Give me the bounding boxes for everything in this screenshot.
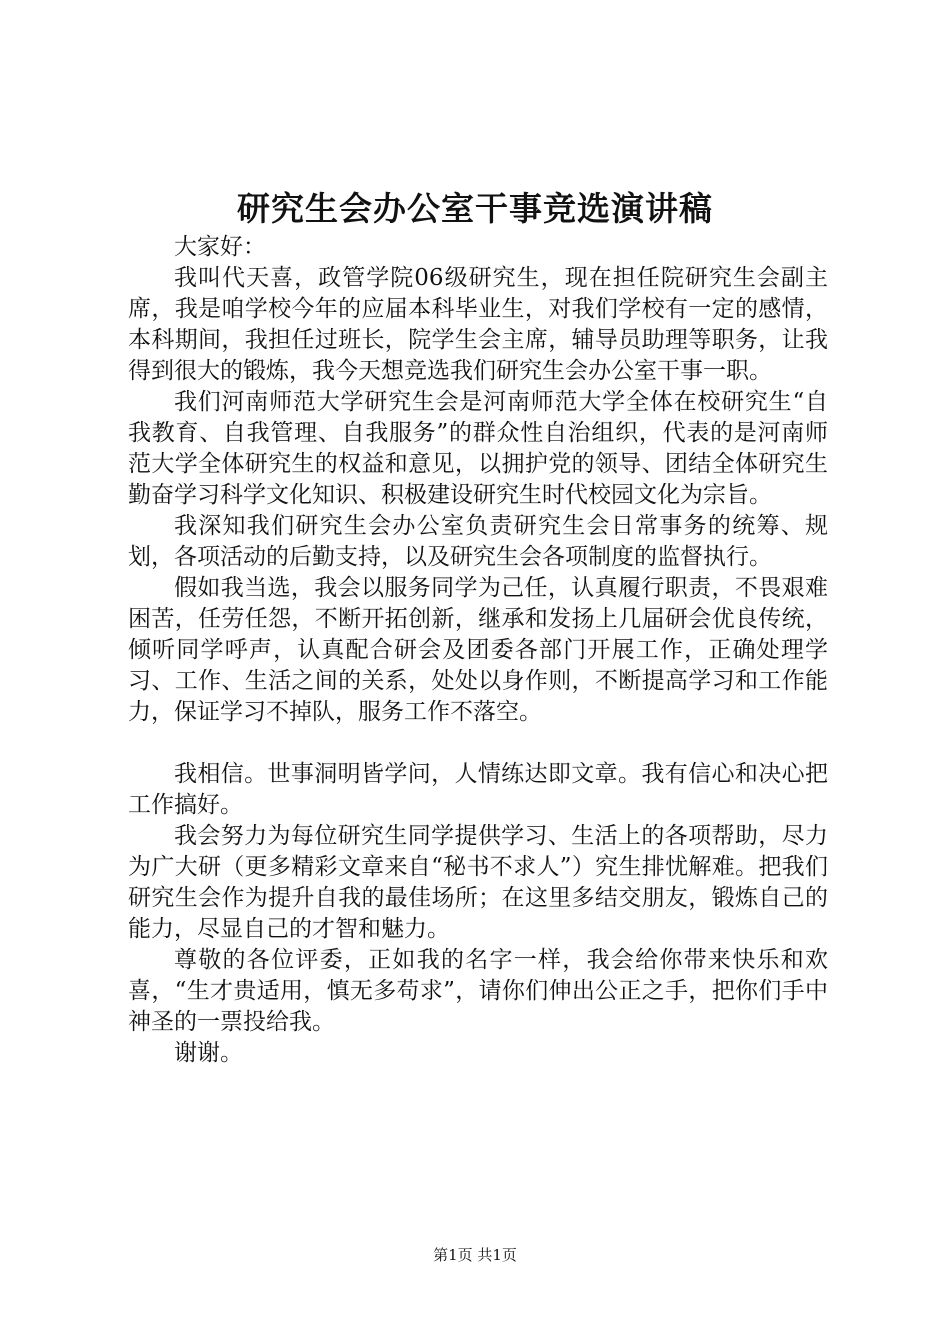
page-footer: 第1页 共1页 [433, 1246, 517, 1264]
paragraph-thanks: 谢谢。 [174, 1040, 243, 1066]
paragraph-introduction: 我叫代天喜，政管学院06级研究生，现在担任院研究生会副主席，我是咱学校今年的应届本科毕业生，对我们学校有一定的感情，本科期间，我担任过班长，院学生会主席，辅导员助理等职务，让我得到很大的锻炼，我今天想竞选我们研究生会办公室干事一职。 [128, 265, 828, 384]
paragraph-greeting: 大家好： [174, 234, 266, 260]
paragraph-confidence: 我相信。世事洞明皆学问，人情练达即文章。我有信心和决心把工作搞好。 [128, 761, 828, 818]
document-title: 研究生会办公室干事竞选演讲稿 [237, 189, 713, 228]
paragraph-commitment: 假如我当选，我会以服务同学为己任，认真履行职责，不畏艰难困苦，任劳任怨，不断开拓创新，继承和发扬上几届研会优良传统，倾听同学呼声，认真配合研会及团委各部门开展工作，正确处理学习、工作、生活之间的关系，处处以身作则，不断提高学习和工作能力，保证学习不掉队，服务工作不落空。 [128, 575, 828, 725]
document-body [128, 232, 828, 1069]
paragraph-office-duties: 我深知我们研究生会办公室负责研究生会日常事务的统筹、规划，各项活动的后勤支持，以及研究生会各项制度的监督执行。 [128, 513, 828, 570]
paragraph-spacer [128, 728, 828, 759]
paragraph-organization: 我们河南师范大学研究生会是河南师范大学全体在校研究生“自我教育、自我管理、自我服务”的群众性自治组织，代表的是河南师范大学全体研究生的权益和意见，以拥护党的领导、团结全体研究生勤奋学习科学文化知识、积极建设研究生时代校园文化为宗旨。 [128, 389, 828, 508]
paragraph-appeal: 尊敬的各位评委，正如我的名字一样，我会给你带来快乐和欢喜，“生才贵适用，慎无多苟求”，请你们伸出公正之手，把你们手中神圣的一票投给我。 [128, 947, 828, 1035]
paragraph-help: 我会努力为每位研究生同学提供学习、生活上的各项帮助，尽力为广大研（更多精彩文章来自“秘书不求人”）究生排忧解难。把我们研究生会作为提升自我的最佳场所；在这里多结交朋友，锻炼自己的能力，尽显自己的才智和魅力。 [128, 823, 828, 942]
